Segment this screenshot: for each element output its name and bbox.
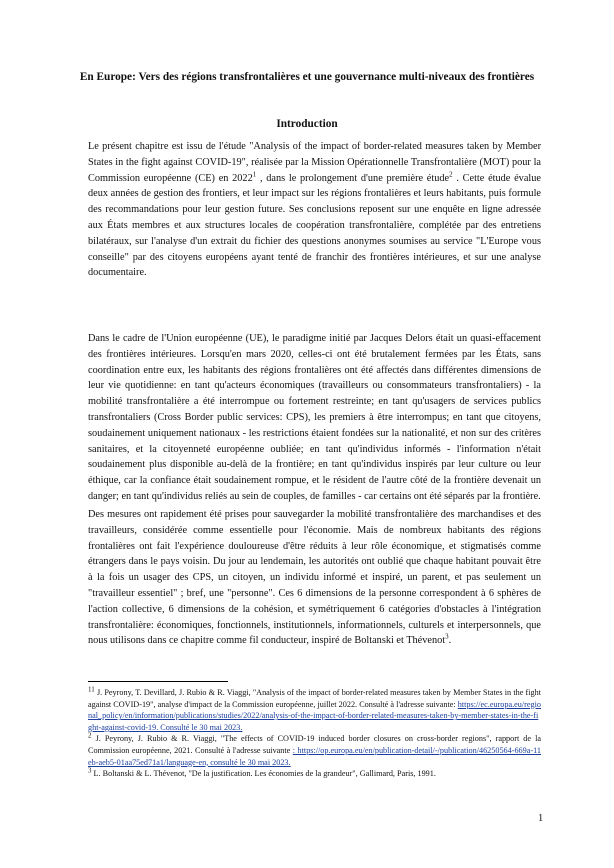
paragraph-1-text-c: . Cette étude évalue deux années de gestion des frontiers, et leur impact sur les régions frontalières et leurs habitants, puis formule des recommandations pour leur gestion future. Ses conclusions reposent sur une enquête en ligne adressée aux États membres et aux structures locales de coopération transfrontalière, complétée par des entretiens bilatéraux, sur l'analyse d'un extrait du fichier des questions anonymes soumises au service "L'Europe vous conseille" par des citoyens européens ayant tenté de franchir des frontières intérieures, et sur une analyse documentaire. — [88, 172, 541, 279]
footnote-2-link[interactable]: : https://op.europa.eu/en/publication-detail/-/publication/46250564-669a-11eb-aeb5-01aa75ed71a1/language-en, consulté le 30 mai 2023. — [88, 745, 541, 767]
paragraph-3-text-a: Des mesures ont rapidement été prises pour sauvegarder la mobilité transfrontalière des marchandises et des travailleurs, considérée comme essentielle pour l'économie. Mais de nombreux habitants des régions frontalières ont fait l'expérience douloureuse d'être réduits à leur rôle économique, et stigmatisés comme étrangers dans le pays voisin. Du jour au lendemain, les autorités ont oublié que chaque habitant pouvait être à la fois un usager des CPS, un citoyen, un individu informé et inspiré, un parent, et pas seulement un "travailleur essentiel" ; bref, une "personne". Ces 6 dimensions de la personne correspondent à 6 sphères de l'action collective, 6 dimensions de la cohésion, et symétriquement 6 catégories d'obstacles à l'intégration transfrontalière: économiques, fonctionnels, institutionnels, informationnels, culturels et interpersonnels, que nous utilisons dans ce chapitre comme fil conducteur, inspiré de Boltanski et Thévenot — [88, 509, 541, 647]
paragraph-1-text-b: , dans le prolongement d'une première étude — [256, 172, 450, 184]
footnote-2-text: J. Peyrony, J. Rubio & R. Viaggi, "The effects of COVID-19 induced border closures on cross-border regions", rapport de la Commission européenne, 2021. Consulté à l'adresse suivante — [88, 734, 541, 755]
paragraph-1-text-a: Le présent chapitre est issu de l'étude "Analysis of the impact of border-related measures taken by Member States in the fight against COVID-19", réalisée par la Mission Opérationnelle Transfrontalière (MOT) pour la Commission européenne (CE) en 2022 — [88, 141, 541, 184]
footnote-ref-1[interactable]: 1 — [252, 170, 257, 179]
footnote-ref-3[interactable]: 3 — [445, 632, 449, 641]
section-heading: Introduction — [276, 118, 338, 130]
page-number: 1 — [538, 813, 544, 824]
footnote-1 — [88, 687, 541, 733]
footnote-3-mark: 3 — [88, 766, 92, 775]
paragraph-1 — [88, 139, 541, 281]
footnote-2 — [88, 733, 541, 768]
footnote-divider — [88, 681, 228, 682]
paragraph-3 — [88, 507, 541, 649]
footnote-1-text: J. Peyrony, T. Devillard, J. Rubio & R. Viaggi, "Analysis of the impact of border-related measures taken by Member States in the fight against COVID-19", analyse d'impact de la Commission européenne, juillet 2022. Consulté à l'adresse suivante: — [88, 688, 541, 709]
footnote-1-mark: 11 — [88, 685, 95, 694]
footnote-ref-2[interactable]: 2 — [449, 170, 453, 179]
footnote-3 — [88, 768, 541, 780]
footnote-2-mark: 2 — [88, 731, 92, 740]
footnote-1-link[interactable]: https://ec.europa.eu/regional_policy/en/information/publications/studies/2022/analysis-of-the-impact-of-border-related-measures-taken-by-member-states-in-the-fight-against-covid-19. Consulté le 30 mai 2023. — [88, 699, 541, 732]
paragraph-2: Dans le cadre de l'Union européenne (UE), le paradigme initié par Jacques Delors était un quasi-effacement des frontières intérieures. Lorsqu'en mars 2020, celles-ci ont été brutalement fermées par les États, sans coordination entre eux, les habitants des régions frontalières ont été affectés dans différentes dimensions de leur vie quotidienne: en tant qu'acteurs économiques (travailleurs ou consommateurs transfrontaliers) - la mobilité transfrontalière a été interrompue ou fortement restreinte; en tant qu'usagers de services publics transfrontaliers (Cross Border public services: CPS), les premiers à être interrompus; en tant que citoyens, soudainement uniquement nationaux - les restrictions étaient fondées sur la nationalité, et non sur des critères sanitaires, et la citoyenneté européenne oubliée; en tant qu'individus informés - l'information n'était soudainement plus disponible au-delà de la frontière; en tant qu'individus inspirés par leur culture ou leur éthique, car la confiance était soudainement rompue, et le résident de l'autre côté de la frontière devenait un danger; en tant qu'individus reliés au sein de couples, de familles - car certains ont été séparés par la frontière. — [88, 333, 541, 502]
footnotes — [88, 687, 541, 780]
paragraph-3-text-b: . — [448, 635, 452, 647]
footnote-3-text: L. Boltanski & L. Thévenot, "De la justification. Les économies de la grandeur", Gallimard, Paris, 1991. — [91, 769, 436, 779]
chapter-title: En Europe: Vers des régions transfrontalières et une gouvernance multi-niveaux des frontières — [79, 71, 535, 83]
